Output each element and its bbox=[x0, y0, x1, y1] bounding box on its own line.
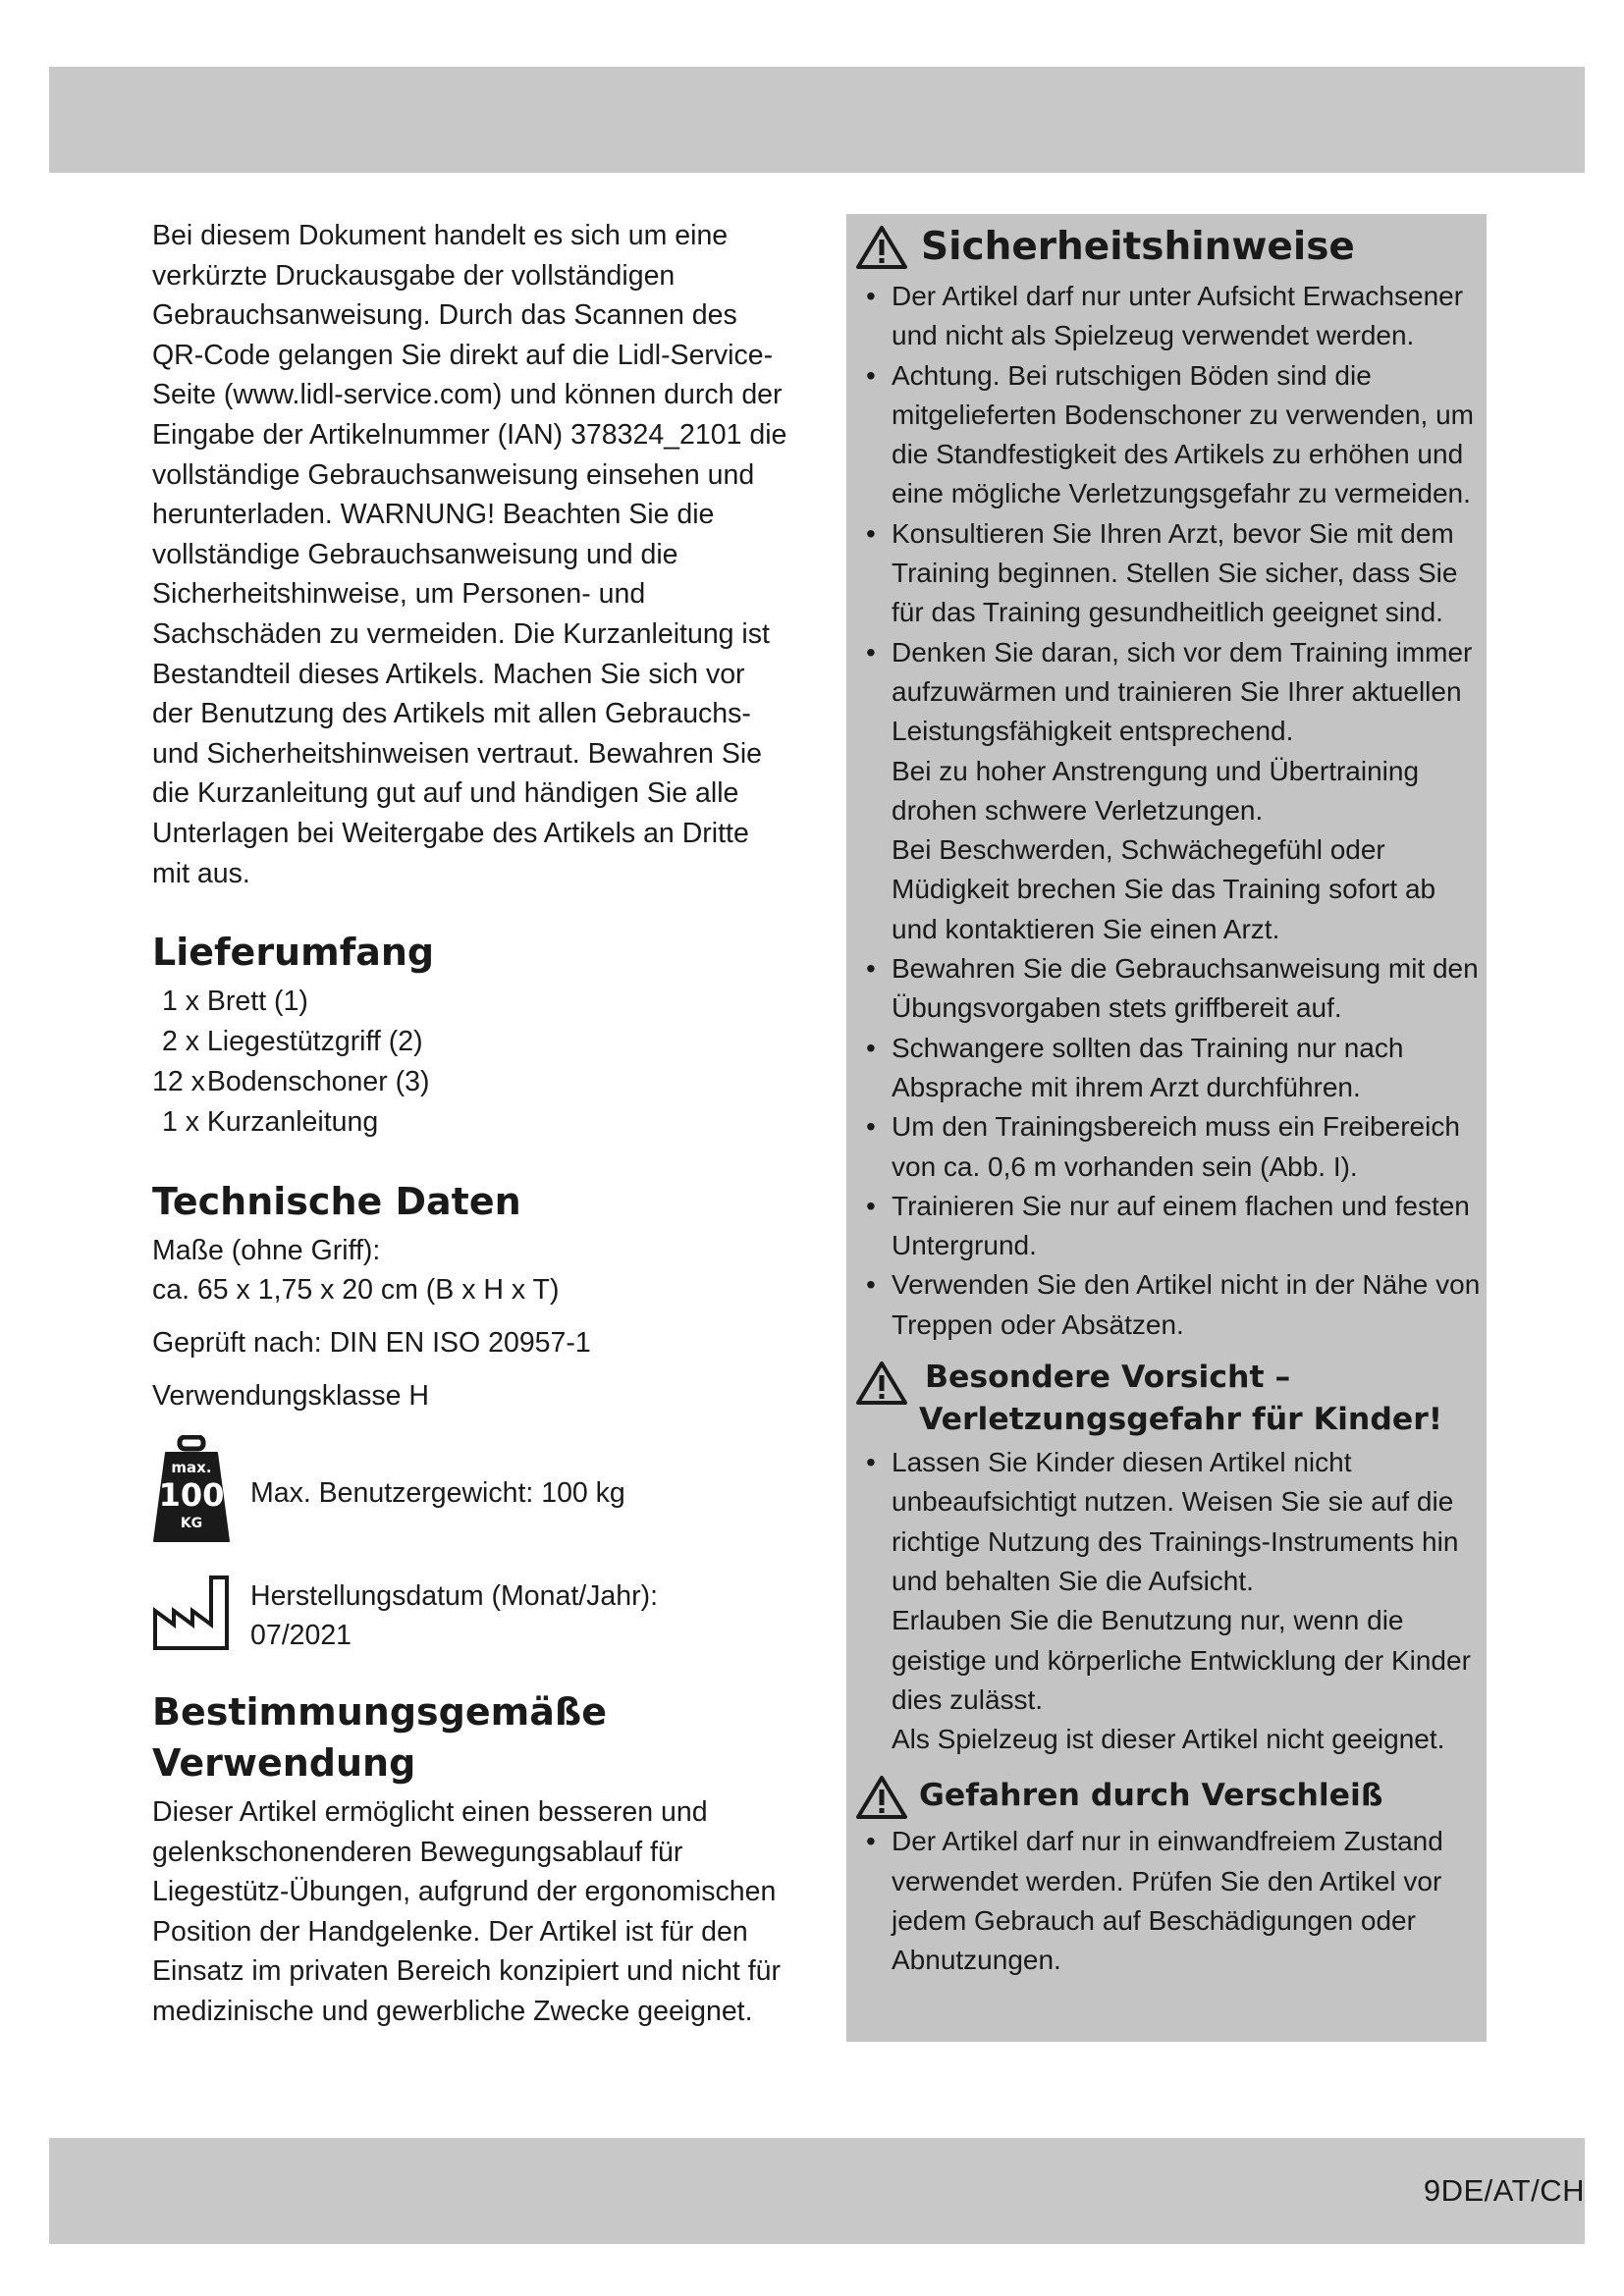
weight-icon-number: 100 bbox=[158, 1476, 225, 1515]
masse-label: Maße (ohne Griff): bbox=[152, 1235, 381, 1267]
bullet-text: Als Spielzeug ist dieser Artikel nicht geeignet. bbox=[892, 1724, 1445, 1755]
masse-value: ca. 65 x 1,75 x 20 cm (B x H x T) bbox=[152, 1274, 560, 1307]
item-quantity: 2 x bbox=[161, 1026, 199, 1058]
bullet-text: • Bewahren Sie die Gebrauchsanweisung mit den Übungsvorgaben stets griffbereit auf. bbox=[892, 953, 1479, 1024]
item-quantity: 1 x bbox=[161, 986, 199, 1018]
manufacture-date-label: Herstellungsdatum (Monat/Jahr): bbox=[250, 1579, 659, 1612]
item-label: Kurzanleitung bbox=[206, 1106, 379, 1139]
list-item bbox=[856, 1822, 1487, 1980]
page-number: 9DE/AT/CH bbox=[1423, 2173, 1585, 2208]
bullet-text: Erlauben Sie die Benutzung nur, wenn die geistige und körperliche Entwicklung der Kinder dies zulässt. bbox=[892, 1605, 1471, 1715]
list-item bbox=[152, 1062, 790, 1102]
header-band bbox=[49, 67, 1585, 173]
technische-daten-heading: Technische Daten bbox=[152, 1180, 521, 1224]
list-item bbox=[856, 949, 1487, 1029]
bullet-text: • Konsultieren Sie Ihren Arzt, bevor Sie mit dem Training beginnen. Stellen Sie sicher, dass Sie für das Training gesundheitlich geeignet sind. bbox=[892, 517, 1458, 628]
weight-icon-top-text: max. bbox=[171, 1459, 212, 1477]
list-item bbox=[856, 1107, 1487, 1187]
bullet-text: • Achtung. Bei rutschigen Böden sind die mitgelieferten Bodenschoner zu verwenden, um die Standfestigkeit des Artikels zu erhöhen und eine mögliche Verletzungsgefahr zu vermeiden. bbox=[892, 359, 1475, 509]
factory-icon bbox=[152, 1574, 231, 1657]
manufacture-date-row bbox=[152, 1574, 790, 1657]
max-weight-row bbox=[152, 1435, 790, 1550]
item-label: Bodenschoner (3) bbox=[206, 1066, 430, 1098]
bullet-text: • Der Artikel darf nur unter Aufsicht Erwachsener und nicht als Spielzeug verwendet werden. bbox=[892, 281, 1464, 351]
bullet-text: • Trainieren Sie nur auf einem flachen und festen Untergrund. bbox=[892, 1190, 1470, 1261]
lieferumfang-list bbox=[152, 982, 790, 1143]
children-heading-line1: Besondere Vorsicht – bbox=[925, 1360, 1291, 1396]
item-quantity: 1 x bbox=[161, 1106, 199, 1139]
children-bullets bbox=[856, 1443, 1487, 1759]
bestimmung-heading-line2: Verwendung bbox=[152, 1741, 416, 1786]
list-item bbox=[856, 1265, 1487, 1345]
list-item bbox=[152, 1102, 790, 1143]
item-quantity: 12 x bbox=[152, 1066, 205, 1098]
wear-heading-text: Gefahren durch Verschleiß bbox=[919, 1778, 1383, 1814]
safety-heading bbox=[856, 222, 1487, 273]
lieferumfang-heading: Lieferumfang bbox=[152, 931, 435, 975]
list-item bbox=[856, 1443, 1487, 1759]
manufacture-date-text bbox=[250, 1576, 658, 1655]
bullet-text: • Verwenden Sie den Artikel nicht in der Nähe von Treppen oder Absätzen. bbox=[892, 1269, 1481, 1340]
warning-icon bbox=[856, 1775, 907, 1820]
bullet-text: Bei Beschwerden, Schwächegefühl oder Müdigkeit brechen Sie das Training sofort ab und kontaktieren Sie einen Arzt. bbox=[892, 834, 1436, 944]
intro-paragraph: Bei diesem Dokument handelt es sich um eine verkürzte Druckausgabe der vollständigen Gebrauchsanweisung. Durch das Scannen des QR-Code gelangen Sie direkt auf die Lidl-Service-Seite (www.lidl-service.com) und können durch der Eingabe der Artikelnummer (IAN) 378324_2101 die vollständige Gebrauchsanweisung einsehen und herunterladen. WARNUNG! Beachten Sie die vollständige Gebrauchsanweisung und die Sicherheitshinweise, um Personen- und Sachschäden zu vermeiden. Die Kurzanleitung ist Bestandteil dieses Artikels. Machen Sie sich vor der Benutzung des Artikels mit allen Gebrauchs- und Sicherheitshinweisen vertraut. Bewahren Sie die Kurzanleitung gut auf und händigen Sie alle Unterlagen bei Weitergabe des Artikels an Dritte mit aus. bbox=[152, 220, 787, 889]
warning-icon bbox=[856, 225, 907, 270]
bestimmung-heading-line1: Bestimmungsgemäße bbox=[152, 1690, 607, 1735]
list-item bbox=[856, 1187, 1487, 1266]
list-item bbox=[856, 277, 1487, 356]
bullet-text: Bei zu hoher Anstrengung und Übertraining drohen schwere Verletzungen. bbox=[892, 755, 1420, 826]
list-item bbox=[152, 1022, 790, 1062]
children-heading-line2: Verletzungsgefahr für Kinder! bbox=[919, 1402, 1443, 1438]
warning-icon bbox=[856, 1361, 907, 1406]
weight-icon-unit: KG bbox=[180, 1516, 203, 1532]
footer-band bbox=[49, 2138, 1585, 2244]
wear-bullets bbox=[856, 1822, 1487, 1980]
safety-heading-text: Sicherheitshinweise bbox=[921, 225, 1355, 269]
list-item bbox=[856, 514, 1487, 633]
bestimmung-heading bbox=[152, 1686, 790, 1789]
bullet-text: • Schwangere sollten das Training nur nach Absprache mit ihrem Arzt durchführen. bbox=[892, 1032, 1404, 1102]
max-weight-text: Max. Benutzergewicht: 100 kg bbox=[250, 1476, 625, 1509]
list-item bbox=[856, 356, 1487, 514]
safety-bullets bbox=[856, 277, 1487, 1345]
verwendungsklasse-text: Verwendungsklasse H bbox=[152, 1380, 429, 1413]
safety-box bbox=[846, 214, 1487, 2042]
wear-warning-heading bbox=[856, 1771, 1487, 1820]
left-column bbox=[152, 216, 790, 2032]
bullet-text: • Lassen Sie Kinder diesen Artikel nicht unbeaufsichtigt nutzen. Weisen Sie sie auf die richtige Nutzung des Trainings-Instruments hin und behalten Sie die Aufsicht. bbox=[892, 1447, 1459, 1596]
bullet-text: • Der Artikel darf nur in einwandfreiem Zustand verwendet werden. Prüfen Sie den Artikel vor jedem Gebrauch auf Beschädigungen oder Abnutzungen. bbox=[892, 1826, 1443, 1976]
item-label: Brett (1) bbox=[206, 986, 308, 1018]
weight-icon bbox=[152, 1435, 231, 1550]
bullet-text: • Denken Sie daran, sich vor dem Training immer aufzuwärmen und trainieren Sie Ihrer aktuellen Leistungsfähigkeit entsprechend. bbox=[892, 636, 1473, 747]
bestimmung-paragraph: Dieser Artikel ermöglicht einen besseren und gelenkschonenderen Bewegungsablauf für Liegestütz-Übungen, aufgrund der ergonomischen Position der Handgelenke. Der Artikel ist für den Einsatz im privaten Bereich konzipiert und nicht für medizinische und gewerbliche Zwecke geeignet. bbox=[152, 1796, 781, 2028]
manufacture-date-value: 07/2021 bbox=[250, 1619, 352, 1651]
list-item bbox=[856, 1029, 1487, 1108]
list-item bbox=[856, 633, 1487, 949]
geprueft-text: Geprüft nach: DIN EN ISO 20957-1 bbox=[152, 1327, 591, 1360]
list-item bbox=[152, 982, 790, 1022]
item-label: Liegestützgriff (2) bbox=[206, 1026, 423, 1058]
bullet-text: • Um den Trainingsbereich muss ein Freibereich von ca. 0,6 m vorhanden sein (Abb. I). bbox=[892, 1111, 1460, 1182]
children-warning-heading bbox=[856, 1357, 1487, 1441]
